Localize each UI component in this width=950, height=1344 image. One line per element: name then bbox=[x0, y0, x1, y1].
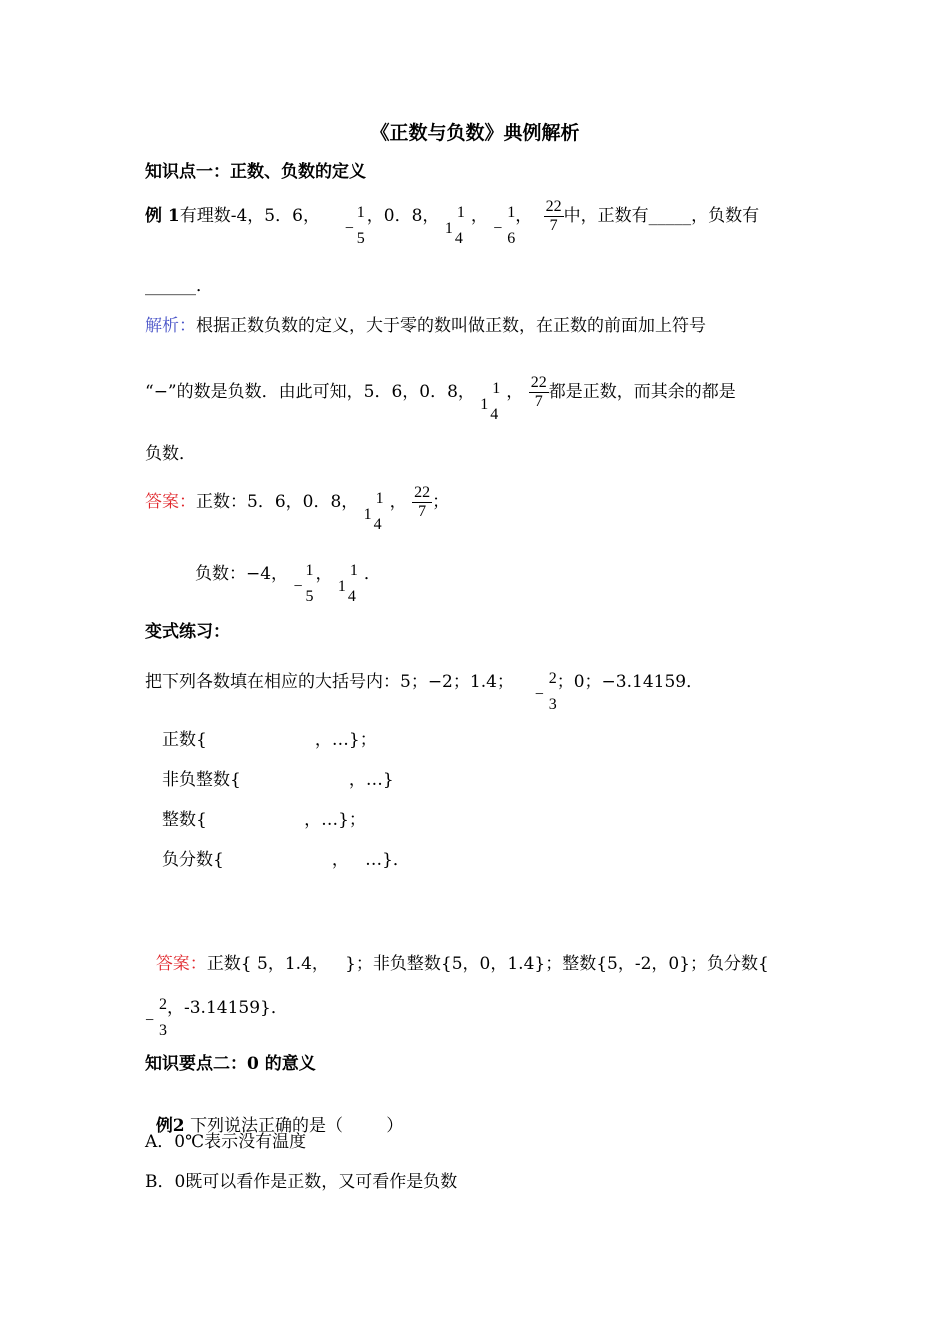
example-1-label: 例 1 bbox=[145, 206, 180, 226]
example-1: 例 1有理数-4，5．6， − 1 5 ，0．8， 1 1 4 ， − 1 6 ， $\frac{22}{7}$ 中，正数有_____，负数有 bbox=[145, 198, 760, 247]
fraction-neg-2-3: − 2 3 bbox=[534, 669, 557, 713]
fraction-neg-2-3: − 2 3 bbox=[145, 995, 167, 1039]
practice-heading: 变式练习： bbox=[145, 622, 230, 642]
analysis-line-2: “−”的数是负数．由此可知，5．6，0．8， 1 1 4 ， $\frac{22}{7}$ 都是正数，而其余的都是 bbox=[145, 374, 736, 423]
mixed-number-1-1-4: 1 1 4 bbox=[337, 561, 358, 605]
mixed-number-1-1-4: 1 1 4 bbox=[363, 489, 384, 533]
fraction-22-7: $\frac{22}{7}$ bbox=[414, 484, 431, 520]
fraction-neg-1-6: − 1 6 bbox=[493, 203, 516, 247]
example-2-label: 例2 bbox=[155, 1116, 185, 1136]
set-positive: 正数{ ，…}； bbox=[162, 730, 377, 750]
practice-prompt: 把下列各数填在相应的大括号内：5；−2；1.4； − 2 3 ；0；−3.14159． bbox=[145, 662, 703, 703]
answer-1-positive: 答案：正数：5．6，0．8， 1 1 4 ， $\frac{22}{7}$ ； bbox=[145, 484, 450, 533]
set-nonnegative-integer: 非负整数{ ，…} bbox=[162, 770, 394, 790]
document-title: 《正数与负数》典例解析 bbox=[370, 122, 580, 144]
answer-2-continued: − 2 3 ，-3.14159}． bbox=[145, 988, 288, 1029]
analysis-line-1: 解析：根据正数负数的定义，大于零的数叫做正数，在正数的前面加上符号 bbox=[145, 316, 706, 336]
fraction-22-7: $\frac{22}{7}$ bbox=[545, 198, 562, 234]
analysis-line-3: 负数． bbox=[145, 444, 196, 464]
mixed-number-1-1-4: 1 1 4 bbox=[480, 379, 501, 423]
section-heading-2: 知识要点二：0 的意义 bbox=[145, 1054, 316, 1074]
example-2: 例2 下列说法正确的是（ ） bbox=[155, 1116, 404, 1136]
answer-label: 答案： bbox=[145, 492, 196, 512]
example-1-continued: ______． bbox=[145, 276, 213, 296]
fraction-neg-1-5: − 1 5 bbox=[344, 203, 365, 247]
analysis-label: 解析： bbox=[145, 316, 196, 336]
section-heading-1: 知识点一：正数、负数的定义 bbox=[145, 162, 366, 182]
option-b: B．0既可以看作是正数，又可看作是负数 bbox=[145, 1172, 458, 1192]
set-negative-fraction: 负分数{ ， …}． bbox=[162, 850, 410, 870]
answer-1-negative: 负数：−4， − 1 5 ， 1 1 4 ． bbox=[195, 554, 381, 595]
fraction-22-7: $\frac{22}{7}$ bbox=[530, 374, 547, 410]
set-integer: 整数{ ，…}； bbox=[162, 810, 366, 830]
mixed-number-1-1-4: 1 1 4 bbox=[444, 203, 465, 247]
answer-2: 答案：正数{ 5，1.4， }；非负整数{5，0，1.4}；整数{5，-2，0}；负分数{ bbox=[155, 954, 769, 974]
option-a: A．0℃表示没有温度 bbox=[145, 1132, 307, 1152]
answer-label: 答案： bbox=[155, 954, 207, 974]
fraction-neg-1-5: − 1 5 bbox=[293, 561, 314, 605]
